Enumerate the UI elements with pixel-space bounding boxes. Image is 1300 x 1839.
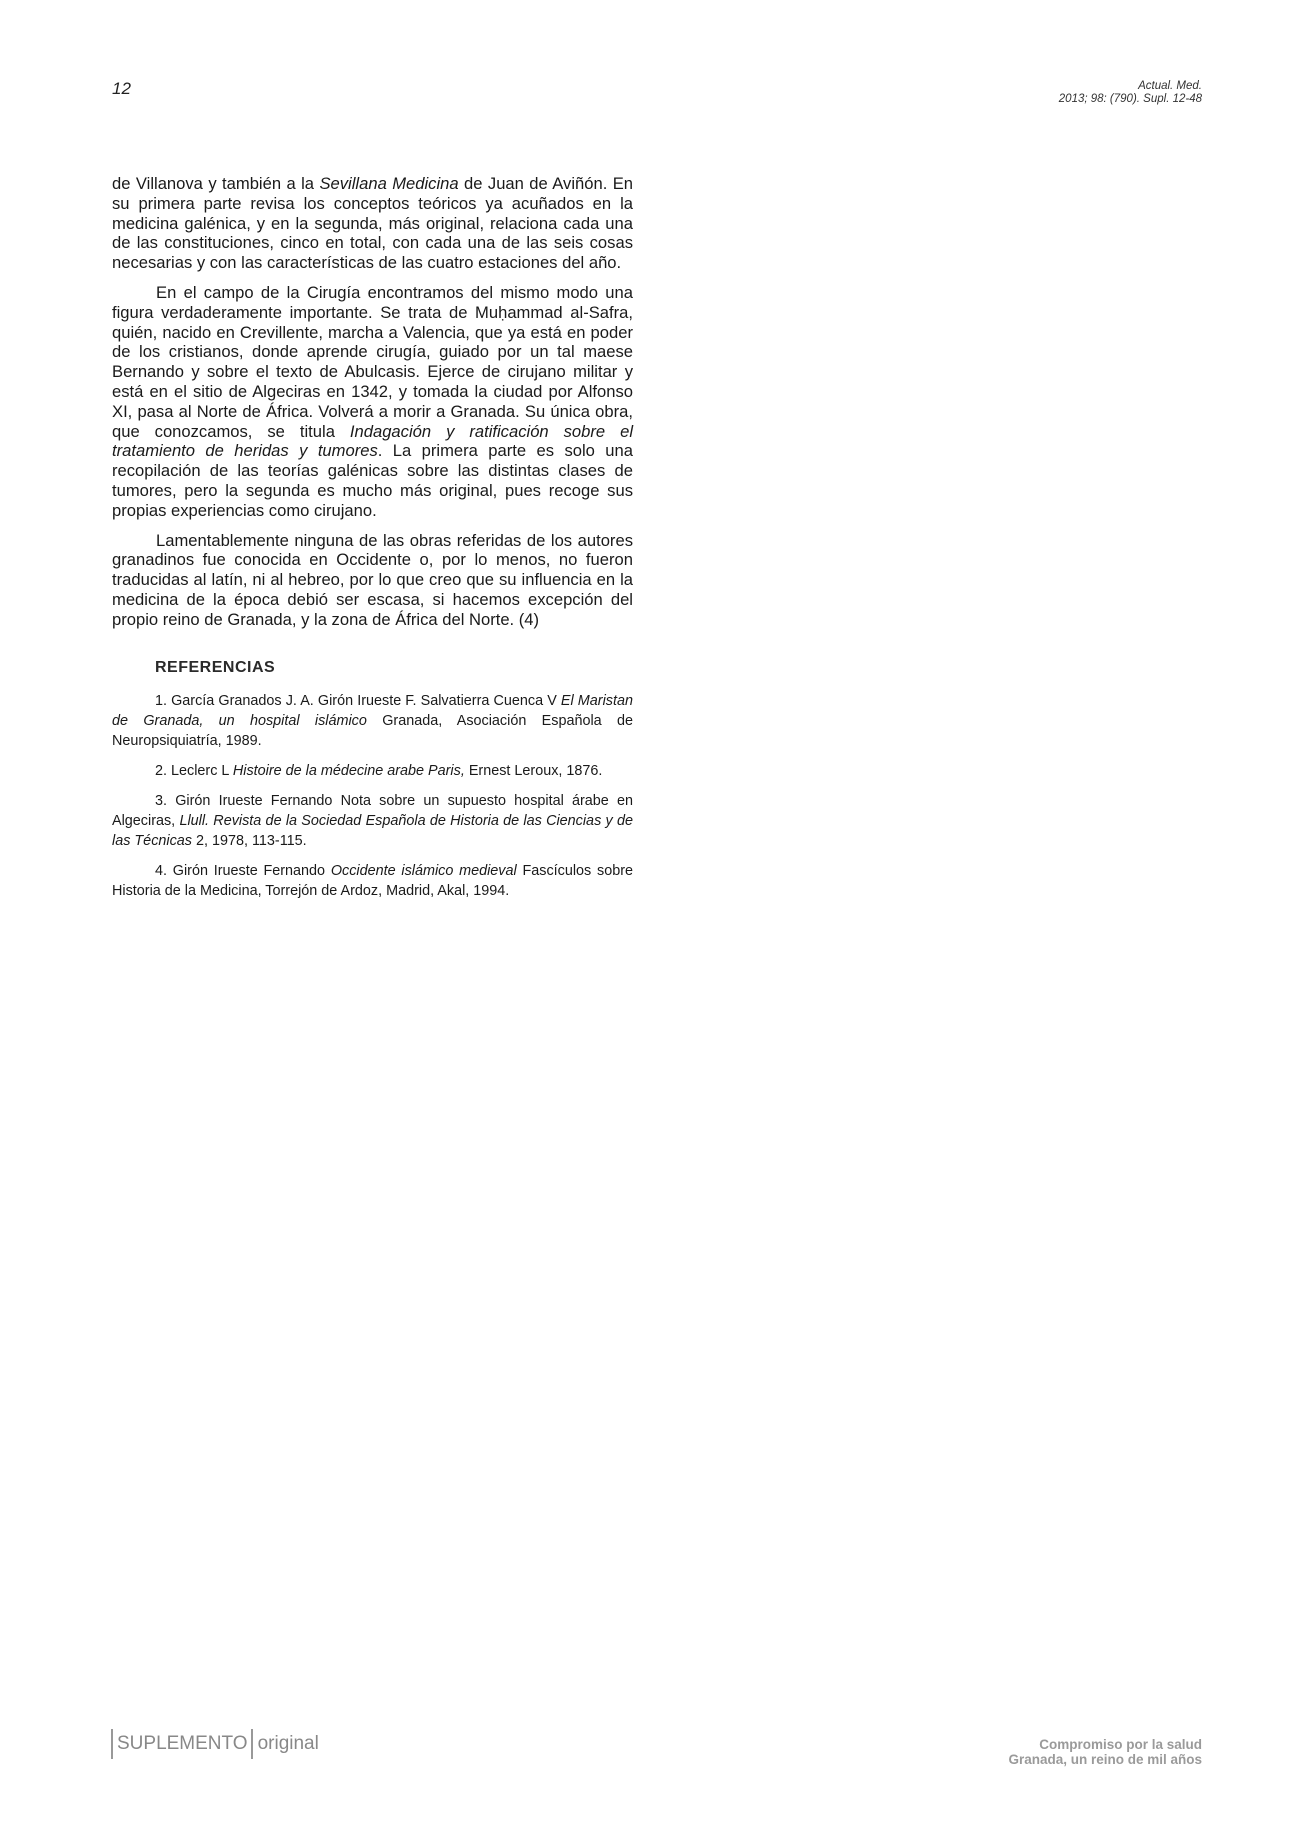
footer-tagline-line-2: Granada, un reino de mil años xyxy=(1008,1751,1202,1767)
body-paragraph-2: En el campo de la Cirugía encontramos del mismo modo una figura verdaderamente importante. Se trata de Muḥammad al-Safra, quién, nacido en Crevillente, marcha a Valencia, que ya está en poder de los cristianos, donde aprende cirugía, guiado por un tal maese Bernando y sobre el texto de Abulcasis. Ejerce de cirujano militar y está en el sitio de Algeciras en 1342, y tomada la ciudad por Alfonso XI, pasa al Norte de África. Volverá a morir a Granada. Su única obra, que conozcamos, se titula Indagación y ratificación sobre el tratamiento de heridas y tumores. La primera parte es solo una recopilación de las teorías galénicas sobre las distintas clases de tumores, pero la segunda es mucho más original, pues recoge sus propias experiencias como cirujano. xyxy=(112,282,634,520)
footer-tagline xyxy=(1008,1738,1202,1767)
article-body xyxy=(112,174,633,911)
references-heading: REFERENCIAS xyxy=(155,658,276,676)
body-paragraph-1: de Villanova y también a la Sevillana Medicina de Juan de Aviñón. En su primera parte revisa los conceptos teóricos ya acuñados en la medicina galénica, y en la segunda, más original, relaciona cada una de las constituciones, cinco en total, con cada una de las seis cosas necesarias y con las características de las cuatro estaciones del año. xyxy=(112,174,634,273)
reference-item-3: 3. Girón Irueste Fernando Nota sobre un supuesto hospital árabe en Algeciras, Llull. Revista de la Sociedad Española de Historia de las Ciencias y de las Técnicas 2, 1978, 113-115. xyxy=(112,792,633,849)
original-label: original xyxy=(257,1733,319,1754)
journal-volume: 2013; 98: (790). Supl. 12-48 xyxy=(1058,93,1202,105)
reference-item-1: 1. García Granados J. A. Girón Irueste F. Salvatierra Cuenca V El Maristan de Granada, un hospital islámico Granada, Asociación Española de Neuropsiquiatría, 1989. xyxy=(112,692,633,749)
supplement-footer-label xyxy=(111,1729,319,1759)
supplement-label: SUPLEMENTO xyxy=(117,1733,248,1754)
journal-name: Actual. Med. xyxy=(1138,80,1202,92)
reference-item-2: 2. Leclerc L Histoire de la médecine arabe Paris, Ernest Leroux, 1876. xyxy=(155,762,603,779)
reference-item-4: 4. Girón Irueste Fernando Occidente islámico medieval Fascículos sobre Historia de la Medicina, Torrejón de Ardoz, Madrid, Akal, 1994. xyxy=(112,862,634,899)
journal-citation xyxy=(1059,80,1202,106)
footer-tagline-line-1: Compromiso por la salud xyxy=(1039,1737,1202,1752)
body-paragraph-3: Lamentablemente ninguna de las obras referidas de los autores granadinos fue conocida en Occidente o, por lo menos, no fueron traducidas al latín, ni al hebreo, por lo que creo que su influencia en la medicina de la época debió ser escasa, si hacemos excepción del propio reino de Granada, y la zona de África del Norte. (4) xyxy=(112,530,633,629)
page-number: 12 xyxy=(112,79,131,98)
